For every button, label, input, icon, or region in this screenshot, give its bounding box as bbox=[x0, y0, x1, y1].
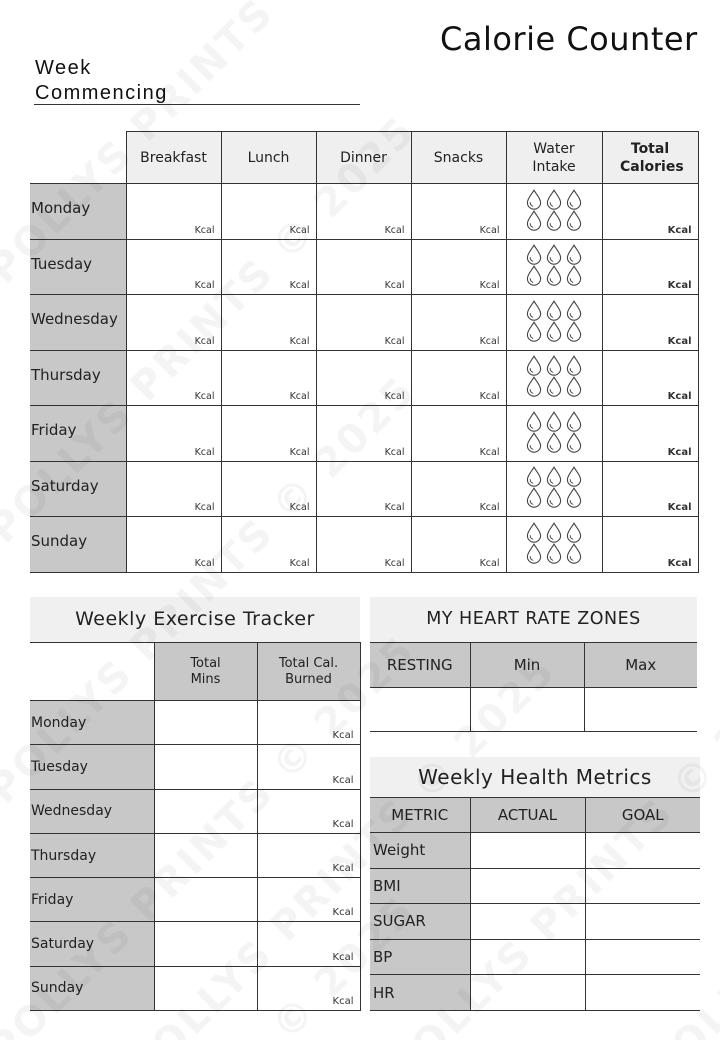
total-mins-input[interactable] bbox=[154, 789, 257, 833]
col-header: Dinner bbox=[316, 132, 411, 184]
kcal-unit: Kcal bbox=[384, 502, 405, 513]
kcal-unit: Kcal bbox=[384, 557, 405, 569]
col-header-water bbox=[506, 132, 602, 184]
water-drop-icon[interactable] bbox=[545, 432, 563, 453]
water-drop-icon[interactable] bbox=[565, 265, 583, 286]
goal-input[interactable] bbox=[585, 975, 700, 1011]
calorie-day-row bbox=[30, 461, 698, 517]
total-mins-input[interactable] bbox=[154, 701, 257, 745]
water-drops bbox=[524, 355, 584, 397]
week-commencing-label bbox=[35, 56, 168, 106]
water-intake-cell bbox=[506, 239, 602, 295]
col-header bbox=[154, 643, 257, 701]
cal-burned-input[interactable] bbox=[257, 922, 360, 966]
total-mins-input[interactable] bbox=[154, 878, 257, 922]
health-metrics-header bbox=[370, 798, 700, 833]
col-header: Snacks bbox=[411, 132, 506, 184]
total-mins-input[interactable] bbox=[154, 745, 257, 789]
calorie-day-row bbox=[30, 184, 698, 240]
kcal-unit: Kcal bbox=[332, 863, 354, 875]
water-drop-icon[interactable] bbox=[525, 432, 543, 453]
col-header bbox=[257, 643, 360, 701]
kcal-unit: Kcal bbox=[194, 502, 215, 513]
col-header: RESTING bbox=[370, 643, 470, 688]
water-drops bbox=[524, 466, 584, 508]
exercise-table-body bbox=[30, 701, 360, 1011]
kcal-unit: Kcal bbox=[667, 391, 692, 402]
water-drop-icon[interactable] bbox=[545, 321, 563, 342]
water-drops bbox=[524, 189, 584, 231]
water-drop-icon[interactable] bbox=[525, 543, 543, 564]
meal-kcal-input[interactable] bbox=[411, 295, 506, 351]
water-drop-icon[interactable] bbox=[565, 543, 583, 564]
exercise-day-row bbox=[30, 878, 360, 922]
water-drop-icon[interactable] bbox=[565, 300, 583, 321]
actual-input[interactable] bbox=[470, 833, 585, 869]
heart-rate-row bbox=[370, 688, 697, 732]
water-intake-cell bbox=[506, 184, 602, 240]
water-drops bbox=[524, 411, 584, 453]
max-input[interactable] bbox=[584, 688, 697, 732]
water-intake-cell bbox=[506, 461, 602, 517]
water-drop-icon[interactable] bbox=[525, 189, 543, 210]
metric-row bbox=[370, 939, 700, 975]
kcal-unit: Kcal bbox=[332, 951, 354, 963]
goal-input[interactable] bbox=[585, 833, 700, 869]
kcal-unit: Kcal bbox=[332, 730, 354, 742]
kcal-unit: Kcal bbox=[332, 818, 354, 830]
meal-kcal-input[interactable] bbox=[316, 406, 411, 462]
water-drop-icon[interactable] bbox=[545, 543, 563, 564]
calorie-table-body bbox=[30, 184, 698, 573]
meal-kcal-input[interactable] bbox=[126, 517, 221, 573]
kcal-unit: Kcal bbox=[667, 224, 692, 236]
water-drop-icon[interactable] bbox=[565, 376, 583, 397]
exercise-day-row bbox=[30, 922, 360, 966]
calorie-day-row bbox=[30, 295, 698, 351]
week-label-line1: Week bbox=[35, 57, 92, 79]
metric-row bbox=[370, 975, 700, 1011]
kcal-unit: Kcal bbox=[667, 557, 692, 569]
water-drop-icon[interactable] bbox=[525, 487, 543, 508]
total-kcal-input[interactable] bbox=[602, 517, 698, 573]
water-drop-icon[interactable] bbox=[545, 466, 563, 487]
day-label: Monday bbox=[30, 701, 154, 745]
goal-input[interactable] bbox=[585, 868, 700, 904]
day-label: Wednesday bbox=[30, 789, 154, 833]
kcal-unit: Kcal bbox=[479, 224, 500, 236]
water-drop-icon[interactable] bbox=[565, 487, 583, 508]
col-header: Breakfast bbox=[126, 132, 221, 184]
meal-kcal-input[interactable] bbox=[221, 461, 316, 517]
water-drop-icon[interactable] bbox=[525, 355, 543, 376]
day-label: Sunday bbox=[30, 517, 126, 573]
exercise-day-row bbox=[30, 966, 360, 1010]
col-header-label: Total Cal. Burned bbox=[278, 655, 339, 687]
metric-label: BP bbox=[370, 939, 470, 975]
col-header: METRIC bbox=[370, 798, 470, 833]
kcal-unit: Kcal bbox=[332, 996, 354, 1008]
actual-input[interactable] bbox=[470, 975, 585, 1011]
meal-kcal-input[interactable] bbox=[221, 406, 316, 462]
total-kcal-input[interactable] bbox=[602, 295, 698, 351]
total-kcal-input[interactable] bbox=[602, 406, 698, 462]
heart-rate-header bbox=[370, 643, 697, 688]
corner-cell bbox=[30, 643, 154, 701]
total-mins-input[interactable] bbox=[154, 966, 257, 1010]
kcal-unit: Kcal bbox=[289, 335, 310, 347]
cal-burned-input[interactable] bbox=[257, 833, 360, 877]
water-intake-cell bbox=[506, 295, 602, 351]
water-drop-icon[interactable] bbox=[545, 189, 563, 210]
kcal-unit: Kcal bbox=[479, 335, 500, 347]
day-label: Friday bbox=[30, 406, 126, 462]
meal-kcal-input[interactable] bbox=[126, 406, 221, 462]
water-drop-icon[interactable] bbox=[525, 244, 543, 265]
kcal-unit: Kcal bbox=[667, 280, 692, 291]
kcal-unit: Kcal bbox=[289, 557, 310, 569]
calorie-day-row bbox=[30, 239, 698, 295]
actual-input[interactable] bbox=[470, 868, 585, 904]
water-intake-cell bbox=[506, 517, 602, 573]
meal-kcal-input[interactable] bbox=[316, 517, 411, 573]
water-drops bbox=[524, 300, 584, 342]
exercise-day-row bbox=[30, 789, 360, 833]
kcal-unit: Kcal bbox=[289, 391, 310, 402]
col-header: Lunch bbox=[221, 132, 316, 184]
kcal-unit: Kcal bbox=[479, 280, 500, 291]
col-header-total-label: Total Calories bbox=[620, 140, 684, 175]
metric-row bbox=[370, 904, 700, 940]
meal-kcal-input[interactable] bbox=[221, 239, 316, 295]
water-drop-icon[interactable] bbox=[545, 210, 563, 231]
cal-burned-input[interactable] bbox=[257, 966, 360, 1010]
kcal-unit: Kcal bbox=[194, 335, 215, 347]
kcal-unit: Kcal bbox=[194, 224, 215, 236]
kcal-unit: Kcal bbox=[384, 446, 405, 458]
kcal-unit: Kcal bbox=[332, 774, 354, 786]
kcal-unit: Kcal bbox=[194, 557, 215, 569]
calorie-day-row bbox=[30, 350, 698, 406]
meal-kcal-input[interactable] bbox=[411, 350, 506, 406]
corner-cell bbox=[30, 132, 126, 184]
kcal-unit: Kcal bbox=[194, 391, 215, 402]
meal-kcal-input[interactable] bbox=[411, 517, 506, 573]
water-drops bbox=[524, 522, 584, 564]
water-drop-icon[interactable] bbox=[525, 321, 543, 342]
col-header: Min bbox=[470, 643, 584, 688]
day-label: Thursday bbox=[30, 833, 154, 877]
meal-kcal-input[interactable] bbox=[411, 239, 506, 295]
kcal-unit: Kcal bbox=[667, 502, 692, 513]
exercise-table-header bbox=[30, 643, 360, 701]
water-drop-icon[interactable] bbox=[525, 265, 543, 286]
col-header: Max bbox=[584, 643, 697, 688]
col-header-water-label: Water Intake bbox=[532, 140, 576, 175]
water-drop-icon[interactable] bbox=[545, 355, 563, 376]
kcal-unit: Kcal bbox=[479, 502, 500, 513]
water-intake-cell bbox=[506, 406, 602, 462]
day-label: Saturday bbox=[30, 461, 126, 517]
water-intake-cell bbox=[506, 350, 602, 406]
meal-kcal-input[interactable] bbox=[316, 239, 411, 295]
heart-rate-table bbox=[370, 642, 697, 732]
kcal-unit: Kcal bbox=[479, 391, 500, 402]
calorie-table-header bbox=[30, 132, 698, 184]
water-drop-icon[interactable] bbox=[545, 411, 563, 432]
meal-kcal-input[interactable] bbox=[316, 350, 411, 406]
water-drop-icon[interactable] bbox=[565, 244, 583, 265]
water-drop-icon[interactable] bbox=[525, 411, 543, 432]
day-label: Saturday bbox=[30, 922, 154, 966]
goal-input[interactable] bbox=[585, 904, 700, 940]
water-drop-icon[interactable] bbox=[545, 265, 563, 286]
kcal-unit: Kcal bbox=[194, 280, 215, 291]
water-drop-icon[interactable] bbox=[565, 321, 583, 342]
metric-label: Weight bbox=[370, 833, 470, 869]
water-drop-icon[interactable] bbox=[525, 210, 543, 231]
meal-kcal-input[interactable] bbox=[411, 406, 506, 462]
cal-burned-input[interactable] bbox=[257, 789, 360, 833]
meal-kcal-input[interactable] bbox=[126, 461, 221, 517]
week-label-line2: Commencing bbox=[35, 82, 168, 104]
meal-kcal-input[interactable] bbox=[126, 184, 221, 240]
page-title: Calorie Counter bbox=[440, 20, 698, 58]
kcal-unit: Kcal bbox=[289, 502, 310, 513]
water-drop-icon[interactable] bbox=[565, 210, 583, 231]
water-drop-icon[interactable] bbox=[545, 244, 563, 265]
water-drop-icon[interactable] bbox=[525, 522, 543, 543]
total-kcal-input[interactable] bbox=[602, 239, 698, 295]
min-input[interactable] bbox=[470, 688, 584, 732]
actual-input[interactable] bbox=[470, 939, 585, 975]
day-label: Wednesday bbox=[30, 295, 126, 351]
total-mins-input[interactable] bbox=[154, 922, 257, 966]
meal-kcal-input[interactable] bbox=[126, 295, 221, 351]
water-drop-icon[interactable] bbox=[525, 300, 543, 321]
exercise-tracker-title: Weekly Exercise Tracker bbox=[30, 597, 360, 642]
total-kcal-input[interactable] bbox=[602, 461, 698, 517]
water-drop-icon[interactable] bbox=[545, 487, 563, 508]
kcal-unit: Kcal bbox=[384, 224, 405, 236]
water-drop-icon[interactable] bbox=[545, 300, 563, 321]
metric-row bbox=[370, 833, 700, 869]
water-drop-icon[interactable] bbox=[525, 466, 543, 487]
kcal-unit: Kcal bbox=[384, 391, 405, 402]
health-metrics-table bbox=[370, 797, 700, 1011]
exercise-table bbox=[30, 642, 361, 1011]
col-header-total bbox=[602, 132, 698, 184]
water-drop-icon[interactable] bbox=[565, 355, 583, 376]
health-metrics-title: Weekly Health Metrics bbox=[370, 757, 700, 797]
water-drop-icon[interactable] bbox=[565, 411, 583, 432]
day-label: Sunday bbox=[30, 966, 154, 1010]
meal-kcal-input[interactable] bbox=[221, 184, 316, 240]
water-drops bbox=[524, 244, 584, 286]
water-drop-icon[interactable] bbox=[545, 376, 563, 397]
meal-kcal-input[interactable] bbox=[221, 517, 316, 573]
meal-kcal-input[interactable] bbox=[221, 350, 316, 406]
resting-input[interactable] bbox=[370, 688, 470, 732]
metric-label: BMI bbox=[370, 868, 470, 904]
col-header: ACTUAL bbox=[470, 798, 585, 833]
health-metrics-body bbox=[370, 833, 700, 1011]
metric-row bbox=[370, 868, 700, 904]
meal-kcal-input[interactable] bbox=[411, 184, 506, 240]
calorie-day-row bbox=[30, 406, 698, 462]
kcal-unit: Kcal bbox=[384, 335, 405, 347]
calorie-day-row bbox=[30, 517, 698, 573]
kcal-unit: Kcal bbox=[332, 907, 354, 919]
day-label: Monday bbox=[30, 184, 126, 240]
water-drop-icon[interactable] bbox=[565, 466, 583, 487]
week-commencing-input-line[interactable] bbox=[34, 104, 360, 105]
water-drop-icon[interactable] bbox=[565, 432, 583, 453]
exercise-day-row bbox=[30, 745, 360, 789]
metric-label: SUGAR bbox=[370, 904, 470, 940]
day-label: Thursday bbox=[30, 350, 126, 406]
day-label: Tuesday bbox=[30, 745, 154, 789]
total-kcal-input[interactable] bbox=[602, 350, 698, 406]
water-drop-icon[interactable] bbox=[545, 522, 563, 543]
kcal-unit: Kcal bbox=[289, 280, 310, 291]
exercise-day-row bbox=[30, 701, 360, 745]
kcal-unit: Kcal bbox=[667, 335, 692, 347]
col-header-label: Total Mins bbox=[190, 655, 221, 687]
meal-kcal-input[interactable] bbox=[411, 461, 506, 517]
kcal-unit: Kcal bbox=[289, 224, 310, 236]
cal-burned-input[interactable] bbox=[257, 878, 360, 922]
day-label: Tuesday bbox=[30, 239, 126, 295]
kcal-unit: Kcal bbox=[479, 446, 500, 458]
cal-burned-input[interactable] bbox=[257, 745, 360, 789]
cal-burned-input[interactable] bbox=[257, 701, 360, 745]
heart-rate-title: MY HEART RATE ZONES bbox=[370, 597, 697, 642]
meal-kcal-input[interactable] bbox=[126, 350, 221, 406]
water-drop-icon[interactable] bbox=[565, 522, 583, 543]
kcal-unit: Kcal bbox=[479, 557, 500, 569]
goal-input[interactable] bbox=[585, 939, 700, 975]
meal-kcal-input[interactable] bbox=[221, 295, 316, 351]
total-kcal-input[interactable] bbox=[602, 184, 698, 240]
meal-kcal-input[interactable] bbox=[316, 295, 411, 351]
total-mins-input[interactable] bbox=[154, 833, 257, 877]
kcal-unit: Kcal bbox=[667, 446, 692, 458]
actual-input[interactable] bbox=[470, 904, 585, 940]
kcal-unit: Kcal bbox=[384, 280, 405, 291]
water-drop-icon[interactable] bbox=[525, 376, 543, 397]
col-header: GOAL bbox=[585, 798, 700, 833]
meal-kcal-input[interactable] bbox=[126, 239, 221, 295]
calorie-table bbox=[30, 131, 699, 573]
exercise-day-row bbox=[30, 833, 360, 877]
metric-label: HR bbox=[370, 975, 470, 1011]
kcal-unit: Kcal bbox=[289, 446, 310, 458]
meal-kcal-input[interactable] bbox=[316, 184, 411, 240]
meal-kcal-input[interactable] bbox=[316, 461, 411, 517]
kcal-unit: Kcal bbox=[194, 446, 215, 458]
day-label: Friday bbox=[30, 878, 154, 922]
water-drop-icon[interactable] bbox=[565, 189, 583, 210]
